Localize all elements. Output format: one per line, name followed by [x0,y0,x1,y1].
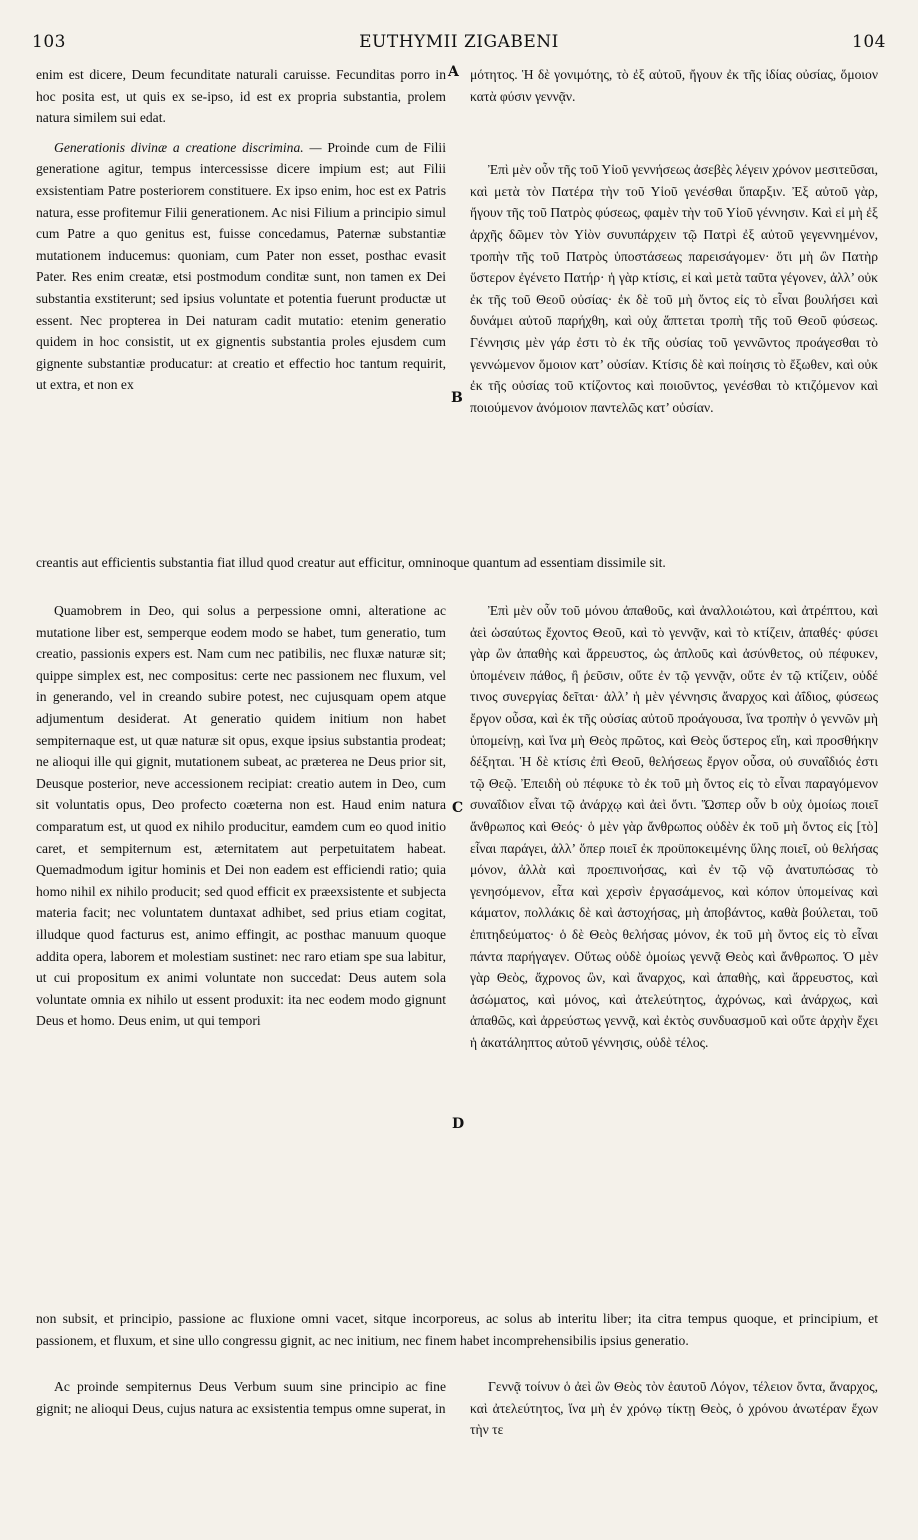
greek-paragraph-1: μότητος. Ἡ δὲ γονιμότης, τὸ ἐξ αὐτοῦ, ἤγουν ἐκ τῆς ἰδίας οὐσίας, ὅμοιον κατὰ φύσιν γεννᾷν. [470,67,878,104]
column-marker-d: D [452,1116,465,1132]
full-width-line-2: non subsit, et principio, passione ac fluxione omni vacet, sitque incorporeus, ac solus ab interitu liber; ita citra tempus quoque, et principium, et passionem, et fluxum, et sine ullo congressu gignit, ac nec initium, nec finem habet incomprehensibilis ipsius generatio. [36,1311,878,1348]
latin-paragraph-4: Ac proinde sempiternus Deus Verbum suum sine principio ac fine gignit; ne alioqui Deus, cujus natura ac exsistentia tempus omne superat, in [36,1379,446,1416]
latin-section-heading: Generationis divinæ a creatione discrimina. — [54,139,322,155]
latin-column-section-2 [36,600,446,1300]
column-marker-c: C [452,800,464,816]
greek-paragraph-3: Ἐπὶ μὲν οὖν τοῦ μόνου ἀπαθοῦς, καὶ ἀναλλοιώτου, καὶ ἀτρέπτου, καὶ ἀεὶ ὡσαύτως ἔχοντος Θεοῦ, καὶ τὸ γεννᾷν, καὶ τὸ κτίζειν, ἀπαθές· φύσει γὰρ ὢν ἀπαθὴς καὶ ἄρρευστος, ὡς ἁπλοῦς καὶ ἀσύνθετος, οὐ πέφυκεν, ὑπομένειν πάθος, ἢ ῥεῦσιν, οὔτε ἐν τῷ γεννᾷν, οὔτε ἐν τῷ κτίζειν, οὐδέ τινος συνεργίας δεῖται· ἀλλ’ ἡ μὲν γέννησις ἄναρχος καὶ ἀΐδιος, φύσεως ἔργον οὖσα, καὶ ἐκ τῆς οὐσίας αὐτοῦ προάγουσα, ἵνα τροπὴν ὁ γεννῶν μὴ ὑπομείνῃ, καὶ ἵνα μὴ Θεὸς πρῶτος, καὶ Θεὸς ὕστερος εἴη, καὶ προσθήκην δέξηται. Ἡ δὲ κτίσις ἐπὶ Θεοῦ, θελήσεως ἔργον οὖσα, οὐ συναΐδιός ἐστι τῷ Θεῷ. Ἐπειδὴ οὐ πέφυκε τὸ ἐκ τοῦ μὴ ὄντος εἰς τὸ εἶναι παραγόμενον συναΐδιον εἶναι τῷ ἀνάρχῳ καὶ ἀεὶ ὄντι. Ὥσπερ οὖν b οὐχ ὁμοίως ποιεῖ ἄνθρωπος καὶ Θεός· ὁ μὲν γὰρ ἄνθρωπος οὐδὲν ἐκ τοῦ μὴ ὄντος εἰς [τὸ] εἶναι παράγει, ἀλλ’ ὅπερ ποιεῖ ἐκ προϋποκειμένης ὕλης ποιεῖ, οὐ θελήσας μόνον, ἀλλὰ καὶ προεπινοήσας, καὶ ἐν τῷ νῷ ἀνατυπώσας τὸ γενησόμενον, εἶτα καὶ χερσὶν ἐργασάμενος, καὶ κόπον ὑπομείνας καὶ κάματον, πολλάκις δὲ καὶ ἀστοχήσας, μὴ ἀποβάντος, καθὰ βούλεται, τοῦ ἐπιτηδεύματος· ὁ δὲ Θεὸς θελήσας μόνον, ἐκ τοῦ μὴ ὄντος εἰς τὸ εἶναι πάντα παρήγαγεν. Οὕτως οὐδὲ ὁμοίως γεννᾷ Θεὸς καὶ ἄνθρωπος. Ὁ μὲν γὰρ Θεὸς, ἄχρονος ὢν, καὶ ἄναρχος, καὶ ἀπαθὴς, καὶ ἄρρευστος, καὶ ἀσώματος, καὶ μόνος, καὶ ἀτελεύτητος, ἀχρόνως, καὶ ἀνάρχως, καὶ ἀπαθῶς, καὶ ἀρρεύστως γεννᾷ, καὶ ἐκτὸς συνδυασμοῦ καὶ οὔτε ἀρχὴν ἔχει ἡ ἀκατάληπτος αὐτοῦ γέννησις, οὐδὲ τέλος. [470,603,878,1050]
latin-paragraph-2-text: Proinde cum de Filii generatione agitur, tempus intercessisse dicere impium est; aut Filii exsistentiam Patre posteriorem constituere. Ex ipso enim, hoc est ex Patris natura, esse profitemur Filii generationem. Ac nisi Filium a principio simul cum Patre a quo genitus est, fuisse concedamus, Paternæ substantiæ mutationem inducemus: quoniam, cum Pater non esset, posthac evasit Pater. Res enim creatæ, etsi postmodum conditæ sunt, non tamen ex Dei substantia exstiterunt; sed ipsius voluntate et potentia fuerunt productæ ut essent. Nec propterea in Dei naturam cadit mutatio: etenim generatio quidem in hoc consistit, ut ex gignentis substantia proles ejusdem cum gignente substantiæ producatur: at creatio et effectio hoc tantum requirit, ut extra, et non ex [36,139,446,393]
page-number-right: 104 [852,32,886,52]
page-number-left: 103 [32,32,66,52]
latin-column-section-1 [36,64,446,560]
running-header [30,32,888,60]
greek-column-section-3 [470,1376,878,1466]
column-marker-b: B [451,390,463,406]
latin-column-section-3 [36,1376,446,1466]
full-width-line-1: creantis aut efficientis substantia fiat illud quod creatur aut efficitur, omninoque quantum ad essentiam dissimile sit. [36,555,666,570]
column-marker-a: A [448,64,459,80]
latin-paragraph-2 [36,137,446,396]
running-title: EUTHYMII ZIGABENI [359,32,559,52]
greek-column-section-2 [470,600,878,1300]
greek-paragraph-4: Γεννᾷ τοίνυν ὁ ἀεὶ ὢν Θεὸς τὸν ἑαυτοῦ Λόγον, τέλειον ὄντα, ἄναρχος, καὶ ἀτελεύτητος, ἵνα μὴ ἐν χρόνῳ τίκτῃ Θεὸς, ὁ χρόνου ἀνωτέραν ἔχων τὴν τε [470,1379,878,1438]
greek-paragraph-2: Ἐπὶ μὲν οὖν τῆς τοῦ Υἱοῦ γεννήσεως ἀσεβὲς λέγειν χρόνον μεσιτεῦσαι, καὶ μετὰ τὸν Πατέρα τὴν τοῦ Υἱοῦ γενέσθαι ὕπαρξιν. Ἐξ αὐτοῦ γὰρ, ἤγουν τῆς τοῦ Πατρὸς φύσεως, φαμὲν τὴν τοῦ Υἱοῦ γέννησιν. Καὶ εἰ μὴ ἐξ ἀρχῆς δῶμεν τὸν Υἱὸν συνυπάρχειν τῷ Πατρὶ ἐξ αὐτοῦ γεγεννημένον, τροπὴν τῆς τοῦ Πατρὸς ὑποστάσεως παρεισάγομεν· ὅτι μὴ ὢν Πατὴρ ὕστερον ἐγένετο Πατήρ· ἡ γὰρ κτίσις, εἰ καὶ μετὰ ταῦτα γέγονεν, ἀλλ’ οὐκ ἐκ τῆς τοῦ Θεοῦ οὐσίας· ἐκ δὲ τοῦ μὴ ὄντος εἰς τὸ εἶναι βουλήσει καὶ δυνάμει αὐτοῦ παρήχθη, καὶ οὐχ ἅπτεται τροπὴ τῆς τοῦ Θεοῦ φύσεως. Γέννησις μὲν γάρ ἐστι τὸ ἐκ τῆς οὐσίας τοῦ γεννῶντος προάγεσθαι τὸ γεννώμενον ὅμοιον κατ’ οὐσίαν. Κτίσις δὲ καὶ ποίησις τὸ ἔξωθεν, καὶ οὐκ ἐκ τῆς οὐσίας τοῦ κτίζοντος καὶ ποιοῦντος, γενέσθαι τὸ κτιζόμενον καὶ ποιούμενον ἀνόμοιον παντελῶς κατ’ οὐσίαν. [470,162,878,415]
greek-column-section-1 [470,64,878,560]
latin-paragraph-3: Quamobrem in Deo, qui solus a perpessione omni, alteratione ac mutatione liber est, semperque eodem modo se habet, tum generatio, tum creatio, passionis expers est. Nam cum nec patibilis, nec fluxæ naturæ sit; quippe simplex est, nec compositus: certe nec passionem nec fluxum, vel in generando, vel in creando subire potest, nec cujusquam opem atque adjumentum desiderat. At generatio quidem initium non habet sempiternaque est, ut quæ naturæ sit opus, exque ipsius substantia prodeat; ne alioqui ille qui gignit, mutationem subeat, ac præterea ne Deus prior sit, Deusque posterior, neve accessionem recipiat: creatio autem in Deo, cum sit voluntatis opus, Deo profecto coæterna non est. Haud enim natura comparatum est, ut quod ex nihilo producitur, eamdem cum eo quod initio caret, et sempiternum est, æternitatem aut perpetuitatem habeat. Quemadmodum igitur hominis et Dei non eadem est efficiendi ratio; quia homo nihil ex nihilo producit; sed quod efficit ex præexsistente et subjecta materia facit; nec voluntatem duntaxat adhibet, sed prius etiam cogitat, illudque quod facturus est, animo effingit, ac posthac manuum quoque addita opera, laborem et molestiam sustinet: nec raro etiam spe sua labitur, ut cui propositum ex animi voluntate non succedat: Deus autem sola voluntate omnia ex nihilo ut essent produxit: ita nec eodem modo gignunt Deus et homo. Deus enim, ut qui tempori [36,603,446,1029]
latin-paragraph-1: enim est dicere, Deum fecunditate naturali caruisse. Fecunditas porro in hoc posita est, ut quis ex se-ipso, id est ex propria substantia, prolem natura similem sui edat. [36,67,446,126]
